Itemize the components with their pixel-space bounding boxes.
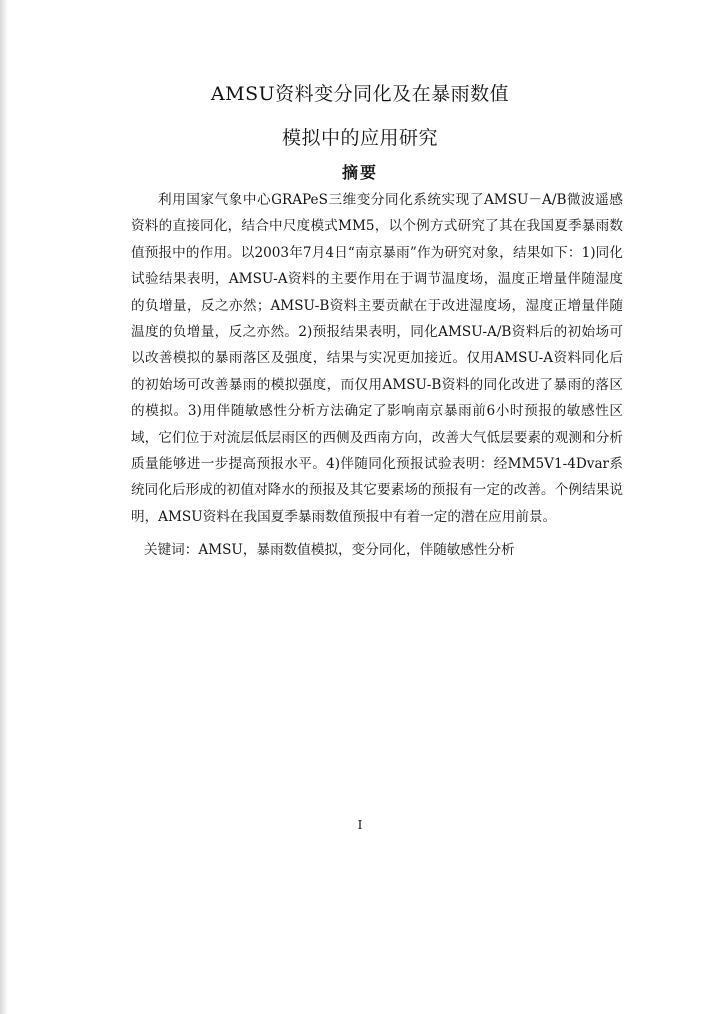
- scan-edge-shadow: [0, 0, 8, 1014]
- keywords-line: 关键词：AMSU，暴雨数值模拟，变分同化，伴随敏感性分析: [144, 542, 515, 558]
- title-line-1: AMSU资料变分同化及在暴雨数值: [210, 83, 510, 105]
- title-line-2: 模拟中的应用研究: [281, 127, 438, 149]
- abstract-body: 利用国家气象中心GRAPeS三维变分同化系统实现了AMSU－A/B微波遥感资料的直接同化，结合中尺度模式MM5，以个例方式研究了其在我国夏季暴雨数值预报中的作用。以2003年7月4日“南京暴雨”作为研究对象，结果如下：1)同化试验结果表明，AMSU-A资料的主要作用在于调节温度场，温度正增量伴随湿度的负增量，反之亦然；AMSU-B资料主要贡献在于改进湿度场，湿度正增量伴随温度的负增量，反之亦然。2)预报结果表明，同化AMSU-A/B资料后的初始场可以改善模拟的暴雨落区及强度，结果与实况更加接近。仅用AMSU-A资料同化后的初始场可改善暴雨的模拟强度，而仅用AMSU-B资料的同化改进了暴雨的落区的模拟。3)用伴随敏感性分析方法确定了影响南京暴雨前6小时预报的敏感性区域，它们位于对流层低层雨区的西侧及西南方向，改善大气低层要素的观测和分析质量能够进一步提高预报水平。4)伴随同化预报试验表明：经MM5V1-4Dvar系统同化后形成的初值对降水的预报及其它要素场的预报有一定的改善。个例结果说明，AMSU资料在我国夏季暴雨数值预报中有着一定的潜在应用前景。: [131, 192, 623, 525]
- page-number: I: [357, 818, 363, 832]
- abstract-heading: 摘要: [341, 163, 378, 182]
